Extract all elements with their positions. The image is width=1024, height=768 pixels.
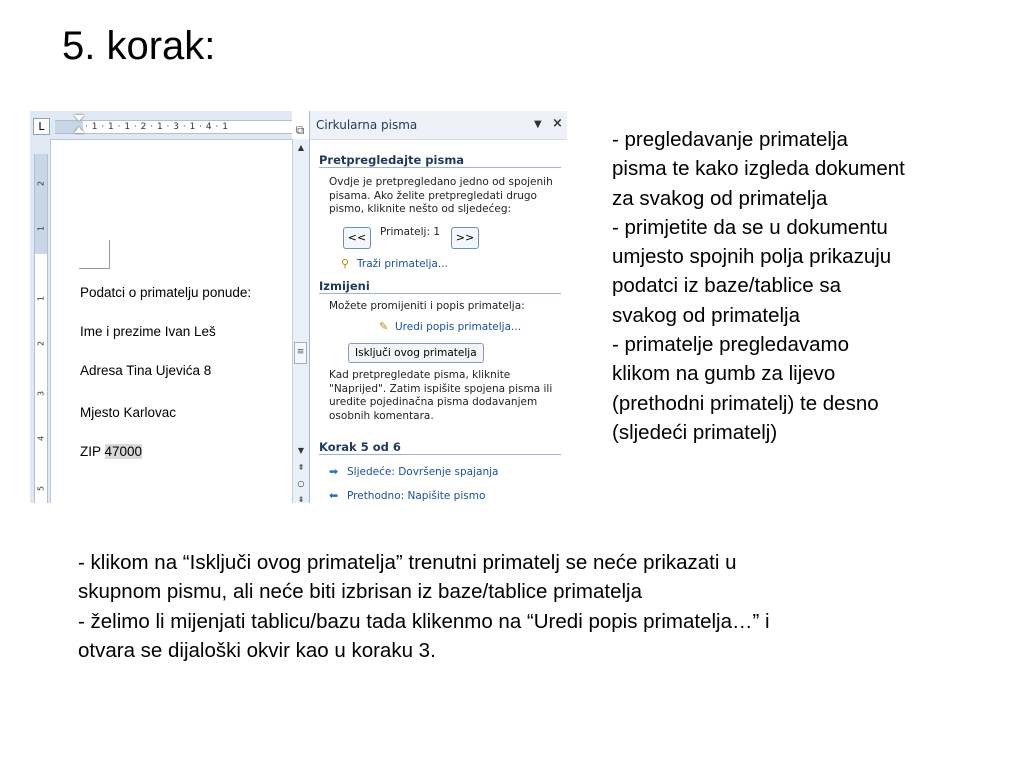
explanation-line: (prethodni primatelj) te desno [612, 391, 879, 415]
divider [319, 454, 561, 455]
document-page[interactable] [51, 140, 292, 503]
explanation-line: - primjetite da se u dokumentu [612, 215, 888, 239]
previous-page-icon[interactable]: ⇞ [297, 463, 305, 472]
ruler-tick: 2 [36, 340, 46, 347]
step-heading: Korak 5 od 6 [319, 440, 401, 454]
ruler-scale [55, 120, 292, 134]
divider [319, 293, 561, 294]
edit-recipient-list-link[interactable] [379, 320, 521, 333]
preview-heading: Pretpregledajte pisma [319, 153, 465, 167]
slide-title: 5. korak: [62, 24, 216, 68]
task-pane-icon[interactable]: ⧉ [295, 123, 305, 137]
ruler-tick: 1 [36, 225, 46, 232]
tab-stop-icon[interactable]: L [33, 118, 50, 135]
horizontal-ruler [30, 111, 292, 140]
explanation-line: za svakog od primatelja [612, 186, 828, 210]
explanation-line: svakog od primatelja [612, 303, 801, 327]
scroll-thumb[interactable]: ≡ [294, 342, 307, 364]
explanation-line: podatci iz baze/tablice sa [612, 274, 842, 298]
mail-merge-pane [309, 111, 567, 503]
arrow-right-icon: ➡ [329, 465, 339, 478]
browse-object-icon[interactable]: ○ [297, 479, 305, 488]
doc-heading: Podatci o primatelju ponude: [80, 285, 252, 300]
explanation-line: - primatelje pregledavamo [612, 333, 850, 357]
after-preview-text: Kad pretpregledate pisma, kliknite "Naprijed". Zatim ispišite spojena pisma ili uredite pojedinačna pisma dodavanjem osobnih komentara. [329, 369, 553, 422]
find-recipient-icon: ⚲ [341, 257, 350, 270]
explanation-line: - pregledavanje primatelja [612, 128, 848, 151]
hanging-indent-marker[interactable] [74, 127, 84, 133]
previous-recipient-button[interactable]: << [343, 227, 371, 249]
doc-zip-line [80, 444, 142, 459]
scroll-up-icon[interactable]: ▲ [297, 143, 305, 152]
ruler-tick: 5 [36, 485, 46, 492]
zip-merge-field[interactable]: 47000 [104, 444, 143, 459]
find-recipient-link[interactable] [341, 257, 448, 270]
bottom-line: - klikom na “Isključi ovog primatelja” trenutni primatelj se neće prikazati u [78, 551, 737, 574]
doc-address-line: Adresa Tina Ujevića 8 [80, 363, 212, 378]
next-step-label: Sljedeće: Dovršenje spajanja [347, 466, 499, 478]
arrow-left-icon: ⬅ [329, 489, 339, 502]
edit-list-icon: ✎ [379, 320, 389, 333]
doc-name-line: Ime i prezime Ivan Leš [80, 324, 216, 339]
zip-label: ZIP [80, 444, 105, 459]
bottom-line: skupnom pismu, ali neće biti izbrisan iz baze/tablice primatelja [78, 580, 643, 604]
recipient-counter: Primatelj: 1 [380, 226, 441, 238]
ruler-numbers: · 1 · 1 · 1 · 2 · 1 · 3 · 1 · 4 · 1 [85, 122, 229, 132]
ruler-tick: 4 [36, 435, 46, 442]
vertical-scrollbar[interactable] [292, 139, 310, 503]
explanation-line: (sljedeći primatelj) [612, 420, 778, 444]
first-line-indent-marker[interactable] [74, 115, 84, 121]
vertical-ruler [30, 139, 51, 503]
ruler-tick: 1 [36, 295, 46, 302]
previous-step-link[interactable] [329, 489, 485, 502]
explanation-line: umjesto spojnih polja prikazuju [612, 245, 892, 269]
changes-description: Možete promijeniti i popis primatelja: [329, 300, 525, 312]
explanation-text [612, 125, 992, 447]
ruler-tick: 2 [36, 180, 46, 187]
doc-city-line: Mjesto Karlovac [80, 405, 177, 420]
find-recipient-label: Traži primatelja... [357, 258, 448, 270]
next-step-link[interactable] [329, 465, 498, 478]
close-icon[interactable]: × [552, 116, 563, 131]
chevron-down-icon[interactable]: ▼ [534, 119, 542, 130]
word-screenshot [30, 111, 567, 503]
next-recipient-button[interactable]: >> [451, 227, 479, 249]
explanation-line: pisma te kako izgleda dokument [612, 157, 905, 181]
margin-corner-mark [79, 240, 110, 269]
next-page-icon[interactable]: ⇟ [297, 495, 305, 503]
bottom-explanation [78, 548, 978, 665]
pane-title: Cirkularna pisma [316, 118, 418, 132]
ruler-tick: 3 [36, 390, 46, 397]
scroll-down-icon[interactable]: ▼ [297, 446, 305, 455]
divider [319, 167, 561, 168]
previous-step-label: Prethodno: Napišite pismo [347, 490, 486, 502]
bottom-line: otvara se dijaloški okvir kao u koraku 3. [78, 638, 436, 662]
pane-header [310, 111, 567, 140]
edit-recipient-list-label: Uredi popis primatelja... [395, 321, 522, 333]
bottom-line: - želimo li mijenjati tablicu/bazu tada klikenmo na “Uredi popis primatelja…” i [78, 609, 770, 633]
changes-heading: Izmijeni [319, 279, 370, 293]
explanation-line: klikom na gumb za lijevo [612, 362, 836, 386]
exclude-recipient-button[interactable]: Isključi ovog primatelja [348, 343, 484, 363]
preview-description: Ovdje je pretpregledano jedno od spojenih pisama. Ako želite pretpregledati drugo pismo, kliknite nešto od sljedećeg: [329, 176, 553, 215]
